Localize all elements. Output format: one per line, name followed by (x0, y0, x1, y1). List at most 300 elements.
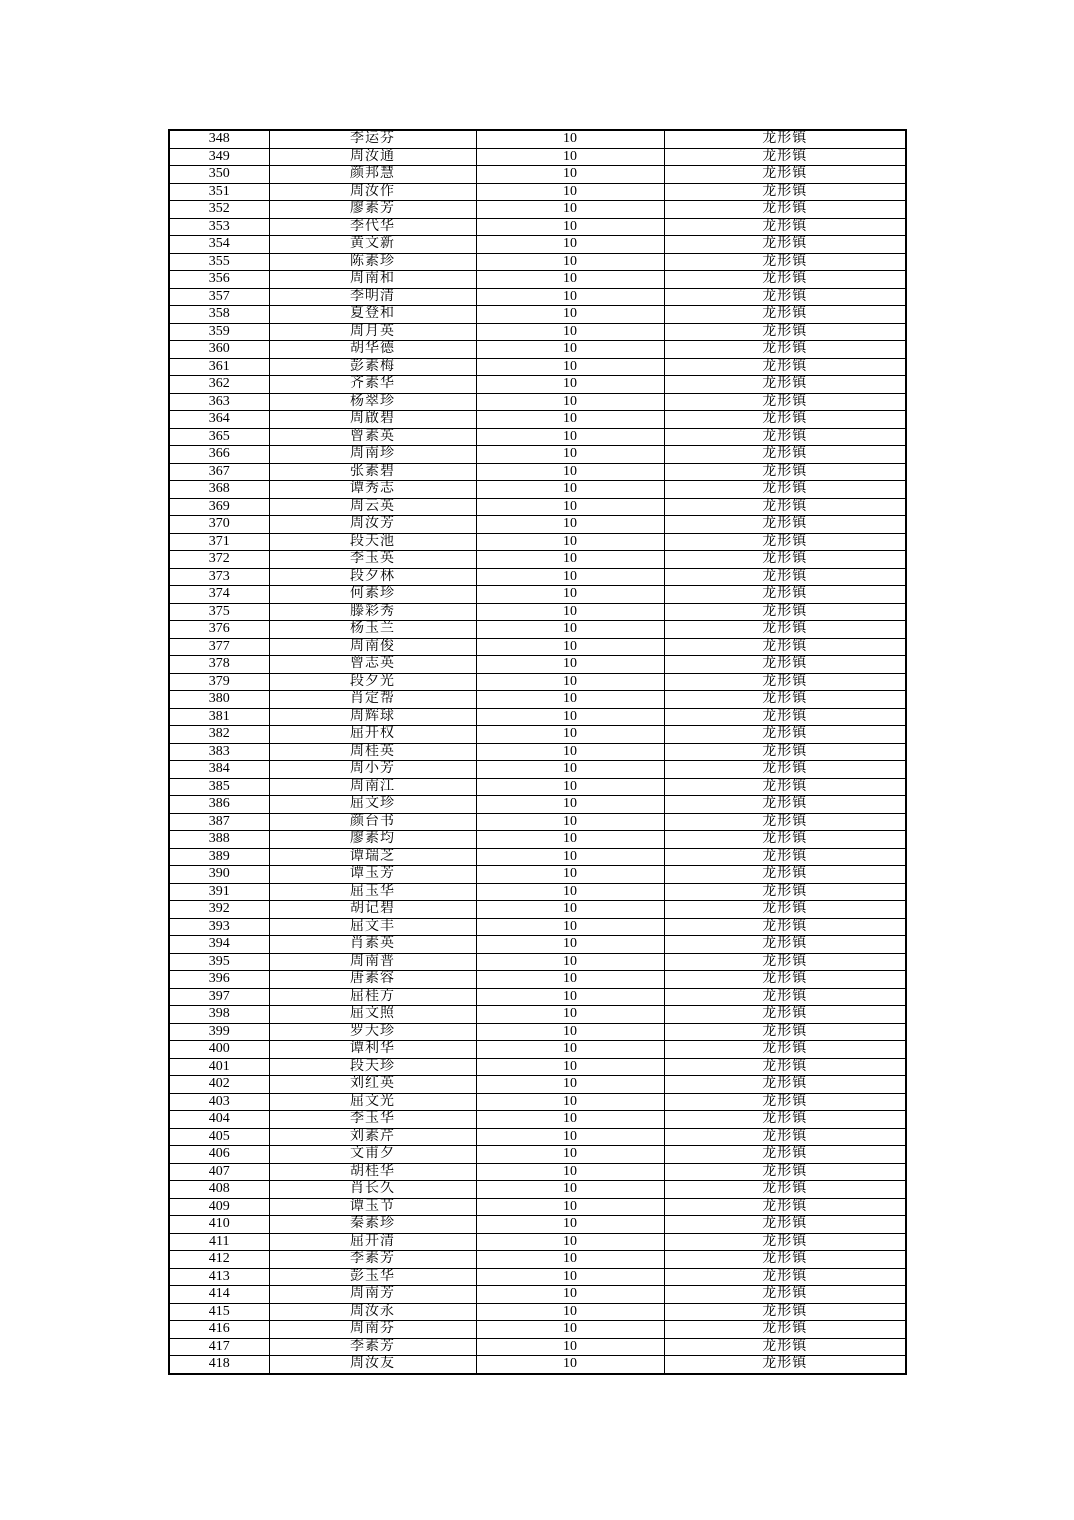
town-cell: 龙形镇 (664, 1058, 906, 1076)
name-cell: 谭利华 (269, 1041, 476, 1059)
town-cell: 龙形镇 (664, 166, 906, 184)
amount-cell: 10 (476, 708, 664, 726)
amount-cell: 10 (476, 236, 664, 254)
amount-cell: 10 (476, 813, 664, 831)
town-cell: 龙形镇 (664, 393, 906, 411)
row-number-cell: 351 (169, 183, 269, 201)
town-cell: 龙形镇 (664, 1198, 906, 1216)
table-row (169, 236, 906, 254)
name-cell: 段天池 (269, 533, 476, 551)
town-cell: 龙形镇 (664, 988, 906, 1006)
town-cell: 龙形镇 (664, 726, 906, 744)
amount-cell: 10 (476, 1076, 664, 1094)
table-row (169, 1356, 906, 1374)
name-cell: 周南和 (269, 271, 476, 289)
town-cell: 龙形镇 (664, 183, 906, 201)
table-row (169, 1216, 906, 1234)
name-cell: 滕彩秀 (269, 603, 476, 621)
row-number-cell: 352 (169, 201, 269, 219)
row-number-cell: 379 (169, 673, 269, 691)
name-cell: 李明清 (269, 288, 476, 306)
table-row (169, 1111, 906, 1129)
town-cell: 龙形镇 (664, 743, 906, 761)
table-row (169, 411, 906, 429)
row-number-cell: 365 (169, 428, 269, 446)
amount-cell: 10 (476, 936, 664, 954)
town-cell: 龙形镇 (664, 621, 906, 639)
name-cell: 谭瑞芝 (269, 848, 476, 866)
name-cell: 胡桂华 (269, 1163, 476, 1181)
table-row (169, 481, 906, 499)
town-cell: 龙形镇 (664, 411, 906, 429)
table-row (169, 1041, 906, 1059)
amount-cell: 10 (476, 953, 664, 971)
name-cell: 周汝芳 (269, 516, 476, 534)
town-cell: 龙形镇 (664, 148, 906, 166)
town-cell: 龙形镇 (664, 130, 906, 148)
amount-cell: 10 (476, 1006, 664, 1024)
row-number-cell: 361 (169, 358, 269, 376)
name-cell: 何素珍 (269, 586, 476, 604)
amount-cell: 10 (476, 743, 664, 761)
town-cell: 龙形镇 (664, 463, 906, 481)
row-number-cell: 353 (169, 218, 269, 236)
table-row (169, 130, 906, 148)
table-row (169, 148, 906, 166)
town-cell: 龙形镇 (664, 1146, 906, 1164)
table-row (169, 1181, 906, 1199)
town-cell: 龙形镇 (664, 953, 906, 971)
row-number-cell: 417 (169, 1338, 269, 1356)
table-row (169, 1268, 906, 1286)
amount-cell: 10 (476, 533, 664, 551)
name-cell: 刘素芹 (269, 1128, 476, 1146)
amount-cell: 10 (476, 358, 664, 376)
table-row (169, 253, 906, 271)
name-cell: 颜台书 (269, 813, 476, 831)
amount-cell: 10 (476, 271, 664, 289)
amount-cell: 10 (476, 516, 664, 534)
town-cell: 龙形镇 (664, 236, 906, 254)
amount-cell: 10 (476, 638, 664, 656)
amount-cell: 10 (476, 866, 664, 884)
row-number-cell: 407 (169, 1163, 269, 1181)
row-number-cell: 372 (169, 551, 269, 569)
row-number-cell: 403 (169, 1093, 269, 1111)
town-cell: 龙形镇 (664, 603, 906, 621)
town-cell: 龙形镇 (664, 1286, 906, 1304)
name-cell: 屈开权 (269, 726, 476, 744)
row-number-cell: 374 (169, 586, 269, 604)
table-row (169, 358, 906, 376)
name-cell: 谭秀志 (269, 481, 476, 499)
row-number-cell: 397 (169, 988, 269, 1006)
name-cell: 屈玉华 (269, 883, 476, 901)
amount-cell: 10 (476, 603, 664, 621)
row-number-cell: 363 (169, 393, 269, 411)
table-row (169, 901, 906, 919)
row-number-cell: 376 (169, 621, 269, 639)
town-cell: 龙形镇 (664, 883, 906, 901)
amount-cell: 10 (476, 1198, 664, 1216)
row-number-cell: 371 (169, 533, 269, 551)
town-cell: 龙形镇 (664, 778, 906, 796)
amount-cell: 10 (476, 761, 664, 779)
name-cell: 周桂英 (269, 743, 476, 761)
table-row (169, 306, 906, 324)
name-cell: 颜邦慧 (269, 166, 476, 184)
amount-cell: 10 (476, 883, 664, 901)
amount-cell: 10 (476, 726, 664, 744)
town-cell: 龙形镇 (664, 341, 906, 359)
amount-cell: 10 (476, 130, 664, 148)
roster-table (168, 129, 907, 1375)
table-row (169, 603, 906, 621)
amount-cell: 10 (476, 1146, 664, 1164)
row-number-cell: 348 (169, 130, 269, 148)
row-number-cell: 359 (169, 323, 269, 341)
row-number-cell: 410 (169, 1216, 269, 1234)
name-cell: 唐素容 (269, 971, 476, 989)
name-cell: 文甫夕 (269, 1146, 476, 1164)
amount-cell: 10 (476, 673, 664, 691)
name-cell: 屈文丰 (269, 918, 476, 936)
amount-cell: 10 (476, 796, 664, 814)
town-cell: 龙形镇 (664, 1216, 906, 1234)
town-cell: 龙形镇 (664, 638, 906, 656)
town-cell: 龙形镇 (664, 1338, 906, 1356)
name-cell: 周辉球 (269, 708, 476, 726)
name-cell: 周月英 (269, 323, 476, 341)
row-number-cell: 370 (169, 516, 269, 534)
town-cell: 龙形镇 (664, 481, 906, 499)
amount-cell: 10 (476, 1128, 664, 1146)
town-cell: 龙形镇 (664, 1041, 906, 1059)
amount-cell: 10 (476, 586, 664, 604)
amount-cell: 10 (476, 691, 664, 709)
amount-cell: 10 (476, 1216, 664, 1234)
row-number-cell: 393 (169, 918, 269, 936)
name-cell: 屈文光 (269, 1093, 476, 1111)
name-cell: 段天珍 (269, 1058, 476, 1076)
name-cell: 屈桂方 (269, 988, 476, 1006)
town-cell: 龙形镇 (664, 866, 906, 884)
row-number-cell: 418 (169, 1356, 269, 1374)
row-number-cell: 396 (169, 971, 269, 989)
name-cell: 谭玉节 (269, 1198, 476, 1216)
amount-cell: 10 (476, 288, 664, 306)
amount-cell: 10 (476, 1111, 664, 1129)
row-number-cell: 385 (169, 778, 269, 796)
table-row (169, 1321, 906, 1339)
table-row (169, 778, 906, 796)
amount-cell: 10 (476, 551, 664, 569)
town-cell: 龙形镇 (664, 568, 906, 586)
town-cell: 龙形镇 (664, 901, 906, 919)
table-row (169, 673, 906, 691)
amount-cell: 10 (476, 393, 664, 411)
row-number-cell: 400 (169, 1041, 269, 1059)
row-number-cell: 391 (169, 883, 269, 901)
row-number-cell: 392 (169, 901, 269, 919)
name-cell: 李素芳 (269, 1338, 476, 1356)
table-row (169, 1163, 906, 1181)
name-cell: 陈素珍 (269, 253, 476, 271)
town-cell: 龙形镇 (664, 516, 906, 534)
row-number-cell: 388 (169, 831, 269, 849)
table-row (169, 1023, 906, 1041)
table-row (169, 691, 906, 709)
row-number-cell: 402 (169, 1076, 269, 1094)
town-cell: 龙形镇 (664, 428, 906, 446)
amount-cell: 10 (476, 1321, 664, 1339)
name-cell: 张素碧 (269, 463, 476, 481)
amount-cell: 10 (476, 498, 664, 516)
table-row (169, 1198, 906, 1216)
amount-cell: 10 (476, 1233, 664, 1251)
table-row (169, 376, 906, 394)
row-number-cell: 409 (169, 1198, 269, 1216)
row-number-cell: 413 (169, 1268, 269, 1286)
amount-cell: 10 (476, 411, 664, 429)
amount-cell: 10 (476, 918, 664, 936)
row-number-cell: 395 (169, 953, 269, 971)
town-cell: 龙形镇 (664, 586, 906, 604)
amount-cell: 10 (476, 568, 664, 586)
table-row (169, 428, 906, 446)
name-cell: 肖定帮 (269, 691, 476, 709)
town-cell: 龙形镇 (664, 1111, 906, 1129)
town-cell: 龙形镇 (664, 551, 906, 569)
row-number-cell: 406 (169, 1146, 269, 1164)
table-row (169, 1076, 906, 1094)
table-row (169, 953, 906, 971)
name-cell: 屈开清 (269, 1233, 476, 1251)
name-cell: 周啟碧 (269, 411, 476, 429)
town-cell: 龙形镇 (664, 761, 906, 779)
town-cell: 龙形镇 (664, 1321, 906, 1339)
row-number-cell: 414 (169, 1286, 269, 1304)
amount-cell: 10 (476, 1356, 664, 1374)
amount-cell: 10 (476, 1093, 664, 1111)
row-number-cell: 354 (169, 236, 269, 254)
name-cell: 段夕光 (269, 673, 476, 691)
row-number-cell: 384 (169, 761, 269, 779)
table-row (169, 708, 906, 726)
row-number-cell: 358 (169, 306, 269, 324)
row-number-cell: 405 (169, 1128, 269, 1146)
town-cell: 龙形镇 (664, 376, 906, 394)
town-cell: 龙形镇 (664, 218, 906, 236)
amount-cell: 10 (476, 148, 664, 166)
town-cell: 龙形镇 (664, 288, 906, 306)
row-number-cell: 387 (169, 813, 269, 831)
row-number-cell: 398 (169, 1006, 269, 1024)
name-cell: 周南江 (269, 778, 476, 796)
town-cell: 龙形镇 (664, 831, 906, 849)
name-cell: 周汝作 (269, 183, 476, 201)
row-number-cell: 383 (169, 743, 269, 761)
table-row (169, 726, 906, 744)
town-cell: 龙形镇 (664, 446, 906, 464)
town-cell: 龙形镇 (664, 1303, 906, 1321)
amount-cell: 10 (476, 1286, 664, 1304)
amount-cell: 10 (476, 1338, 664, 1356)
name-cell: 周南芳 (269, 1286, 476, 1304)
name-cell: 周汝友 (269, 1356, 476, 1374)
row-number-cell: 380 (169, 691, 269, 709)
row-number-cell: 382 (169, 726, 269, 744)
town-cell: 龙形镇 (664, 533, 906, 551)
row-number-cell: 390 (169, 866, 269, 884)
table-row (169, 551, 906, 569)
name-cell: 彭玉华 (269, 1268, 476, 1286)
name-cell: 周南珍 (269, 446, 476, 464)
row-number-cell: 377 (169, 638, 269, 656)
town-cell: 龙形镇 (664, 708, 906, 726)
amount-cell: 10 (476, 463, 664, 481)
amount-cell: 10 (476, 848, 664, 866)
table-row (169, 1128, 906, 1146)
name-cell: 杨玉兰 (269, 621, 476, 639)
row-number-cell: 399 (169, 1023, 269, 1041)
row-number-cell: 360 (169, 341, 269, 359)
table-row (169, 166, 906, 184)
table-row (169, 866, 906, 884)
table-row (169, 831, 906, 849)
town-cell: 龙形镇 (664, 271, 906, 289)
table-row (169, 1233, 906, 1251)
name-cell: 屈文珍 (269, 796, 476, 814)
name-cell: 曾志英 (269, 656, 476, 674)
row-number-cell: 350 (169, 166, 269, 184)
amount-cell: 10 (476, 323, 664, 341)
table-row (169, 218, 906, 236)
town-cell: 龙形镇 (664, 1251, 906, 1269)
row-number-cell: 389 (169, 848, 269, 866)
table-row (169, 446, 906, 464)
amount-cell: 10 (476, 341, 664, 359)
amount-cell: 10 (476, 1058, 664, 1076)
table-row (169, 183, 906, 201)
town-cell: 龙形镇 (664, 201, 906, 219)
table-row (169, 936, 906, 954)
town-cell: 龙形镇 (664, 673, 906, 691)
amount-cell: 10 (476, 376, 664, 394)
table-row (169, 1006, 906, 1024)
table-row (169, 498, 906, 516)
amount-cell: 10 (476, 971, 664, 989)
amount-cell: 10 (476, 1303, 664, 1321)
name-cell: 段夕林 (269, 568, 476, 586)
amount-cell: 10 (476, 831, 664, 849)
amount-cell: 10 (476, 183, 664, 201)
row-number-cell: 386 (169, 796, 269, 814)
name-cell: 周小芳 (269, 761, 476, 779)
town-cell: 龙形镇 (664, 1233, 906, 1251)
table-row (169, 568, 906, 586)
town-cell: 龙形镇 (664, 306, 906, 324)
table-row (169, 971, 906, 989)
town-cell: 龙形镇 (664, 691, 906, 709)
name-cell: 廖素芳 (269, 201, 476, 219)
amount-cell: 10 (476, 901, 664, 919)
table-row (169, 516, 906, 534)
table-row (169, 1058, 906, 1076)
name-cell: 李素芳 (269, 1251, 476, 1269)
name-cell: 胡华德 (269, 341, 476, 359)
town-cell: 龙形镇 (664, 1268, 906, 1286)
row-number-cell: 356 (169, 271, 269, 289)
name-cell: 肖素英 (269, 936, 476, 954)
name-cell: 周南俊 (269, 638, 476, 656)
name-cell: 廖素均 (269, 831, 476, 849)
row-number-cell: 349 (169, 148, 269, 166)
town-cell: 龙形镇 (664, 1356, 906, 1374)
name-cell: 秦素珍 (269, 1216, 476, 1234)
amount-cell: 10 (476, 1181, 664, 1199)
amount-cell: 10 (476, 656, 664, 674)
row-number-cell: 362 (169, 376, 269, 394)
table-row (169, 1146, 906, 1164)
table-row (169, 988, 906, 1006)
name-cell: 谭玉芳 (269, 866, 476, 884)
table-row (169, 586, 906, 604)
table-row (169, 463, 906, 481)
row-number-cell: 408 (169, 1181, 269, 1199)
row-number-cell: 404 (169, 1111, 269, 1129)
town-cell: 龙形镇 (664, 1181, 906, 1199)
town-cell: 龙形镇 (664, 1093, 906, 1111)
table-row (169, 796, 906, 814)
amount-cell: 10 (476, 621, 664, 639)
amount-cell: 10 (476, 988, 664, 1006)
row-number-cell: 416 (169, 1321, 269, 1339)
row-number-cell: 367 (169, 463, 269, 481)
name-cell: 李运芬 (269, 130, 476, 148)
row-number-cell: 381 (169, 708, 269, 726)
town-cell: 龙形镇 (664, 656, 906, 674)
table-row (169, 848, 906, 866)
row-number-cell: 368 (169, 481, 269, 499)
name-cell: 李玉华 (269, 1111, 476, 1129)
table-row (169, 813, 906, 831)
name-cell: 周汝通 (269, 148, 476, 166)
amount-cell: 10 (476, 306, 664, 324)
table-row (169, 883, 906, 901)
table-row (169, 638, 906, 656)
town-cell: 龙形镇 (664, 498, 906, 516)
table-row (169, 393, 906, 411)
name-cell: 周汝永 (269, 1303, 476, 1321)
table-row (169, 1338, 906, 1356)
town-cell: 龙形镇 (664, 813, 906, 831)
row-number-cell: 415 (169, 1303, 269, 1321)
amount-cell: 10 (476, 1163, 664, 1181)
name-cell: 曾素英 (269, 428, 476, 446)
name-cell: 李代华 (269, 218, 476, 236)
table-row (169, 918, 906, 936)
name-cell: 杨翠珍 (269, 393, 476, 411)
town-cell: 龙形镇 (664, 971, 906, 989)
table-row (169, 341, 906, 359)
town-cell: 龙形镇 (664, 1006, 906, 1024)
town-cell: 龙形镇 (664, 848, 906, 866)
town-cell: 龙形镇 (664, 1023, 906, 1041)
amount-cell: 10 (476, 253, 664, 271)
town-cell: 龙形镇 (664, 1128, 906, 1146)
name-cell: 周云英 (269, 498, 476, 516)
